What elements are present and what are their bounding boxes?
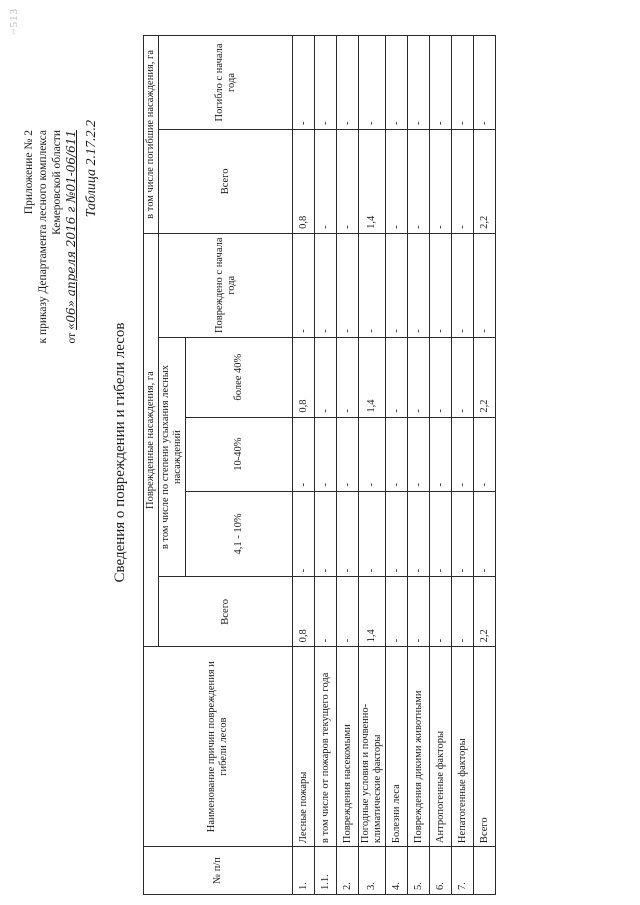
cell-degree-3: -	[315, 337, 337, 417]
header-dead: в том числе погибшие насаждения, га	[144, 36, 159, 234]
cell-total: 0,8	[293, 577, 315, 647]
cell-degree-2: -	[359, 417, 386, 491]
cell-total: -	[452, 577, 474, 647]
table-row	[359, 36, 386, 895]
cell-total: -	[315, 577, 337, 647]
appendix-line-3: Кемеровской области	[51, 130, 63, 235]
cell-num: 7.	[452, 847, 474, 895]
table-row-total	[474, 36, 496, 895]
handwritten-date-number: «06» апреля 2016 г №01-06/611	[64, 130, 78, 330]
cell-dead-total: -	[408, 129, 430, 233]
cell-cause: Антропогенные факторы	[430, 647, 452, 847]
header-dead-since: Погибло с начала года	[159, 36, 293, 130]
cell-dead-total: -	[315, 129, 337, 233]
cell-degree-3: -	[408, 337, 430, 417]
cell-total: -	[430, 577, 452, 647]
cell-cause: Повреждения насекомыми	[337, 647, 359, 847]
table-body	[293, 36, 496, 895]
cell-dead-since: -	[337, 36, 359, 130]
cell-degree-1: -	[293, 491, 315, 577]
cell-dead-since: -	[430, 36, 452, 130]
table-row	[337, 36, 359, 895]
cell-degree-1: -	[315, 491, 337, 577]
cell-dead-total: -	[337, 129, 359, 233]
header-damaged-total: Всего	[159, 577, 293, 647]
cell-cause: в том числе от пожаров текущего года	[315, 647, 337, 847]
cell-num: 2.	[337, 847, 359, 895]
cell-num: 1.1.	[315, 847, 337, 895]
cell-total: -	[408, 577, 430, 647]
table-number-label: Таблица 2.17.2.2	[84, 120, 99, 218]
cell-dead-since: -	[315, 36, 337, 130]
table-row	[386, 36, 408, 895]
cell-damaged-since: -	[430, 233, 452, 337]
header-num: № п/п	[144, 847, 293, 895]
cell-damaged-since: -	[386, 233, 408, 337]
table-row	[408, 36, 430, 895]
header-cause: Наименование причин повреждения и гибели лесов	[144, 647, 293, 847]
cell-degree-3: -	[386, 337, 408, 417]
cell-degree-3: -	[337, 337, 359, 417]
cell-cause: Болезни леса	[386, 647, 408, 847]
table-row	[315, 36, 337, 895]
cell-cause: Повреждения дикими животными	[408, 647, 430, 847]
cell-num: 5.	[408, 847, 430, 895]
cell-degree-2: -	[452, 417, 474, 491]
cell-degree-3: -	[452, 337, 474, 417]
cell-cause: Лесные пожары	[293, 647, 315, 847]
appendix-date-line	[64, 130, 79, 410]
cell-dead-total: -	[430, 129, 452, 233]
cell-num: 6.	[430, 847, 452, 895]
damage-table	[143, 35, 496, 895]
appendix-line-2: к приказу Департамента лесного комплекса	[37, 130, 49, 344]
header-degree-1: 4,1 - 10%	[186, 491, 293, 577]
appendix-block	[22, 130, 79, 410]
cell-cause: Погодные условия и почвенно-климатические факторы	[359, 647, 386, 847]
table-row	[430, 36, 452, 895]
document-title: Сведения о повреждении и гибели лесов	[112, 322, 128, 583]
cell-dead-since: -	[452, 36, 474, 130]
cell-damaged-since: -	[474, 233, 496, 337]
cell-degree-1: -	[359, 491, 386, 577]
cell-dead-since: -	[408, 36, 430, 130]
cell-damaged-since: -	[337, 233, 359, 337]
cell-num	[474, 847, 496, 895]
table-row	[293, 36, 315, 895]
cell-degree-1: -	[386, 491, 408, 577]
cell-degree-2: -	[315, 417, 337, 491]
header-dead-total: Всего	[159, 129, 293, 233]
appendix-line-1: Приложение № 2	[23, 130, 35, 215]
cell-num: 4.	[386, 847, 408, 895]
cell-dead-since: -	[386, 36, 408, 130]
cell-dead-total: 1,4	[359, 129, 386, 233]
cell-degree-1: -	[408, 491, 430, 577]
cell-dead-total: 2,2	[474, 129, 496, 233]
cell-degree-2: -	[293, 417, 315, 491]
cell-dead-total: 0,8	[293, 129, 315, 233]
table-row	[452, 36, 474, 895]
header-damaged-since: Повреждено с начала года	[159, 233, 293, 337]
cell-degree-3: 2,2	[474, 337, 496, 417]
cell-cause: Всего	[474, 647, 496, 847]
cell-dead-total: -	[452, 129, 474, 233]
cell-dead-since: -	[293, 36, 315, 130]
cell-total: 2,2	[474, 577, 496, 647]
header-damaged: Поврежденные насаждения, га	[144, 233, 159, 646]
header-degree-3: более 40%	[186, 337, 293, 417]
cell-total: -	[386, 577, 408, 647]
header-by-degree: в том числе по степени усыхания лесных насаждений	[159, 337, 186, 577]
cell-damaged-since: -	[315, 233, 337, 337]
cell-degree-1: -	[337, 491, 359, 577]
corner-mark: ~513	[8, 8, 20, 35]
cell-cause: Непатогенные факторы	[452, 647, 474, 847]
cell-degree-2: -	[386, 417, 408, 491]
cell-dead-since: -	[359, 36, 386, 130]
cell-total: 1,4	[359, 577, 386, 647]
cell-damaged-since: -	[452, 233, 474, 337]
cell-total: -	[337, 577, 359, 647]
cell-degree-2: -	[474, 417, 496, 491]
cell-dead-since: -	[474, 36, 496, 130]
cell-damaged-since: -	[408, 233, 430, 337]
header-degree-2: 10-40%	[186, 417, 293, 491]
cell-damaged-since: -	[293, 233, 315, 337]
cell-degree-2: -	[408, 417, 430, 491]
cell-degree-2: -	[430, 417, 452, 491]
cell-degree-3: 1,4	[359, 337, 386, 417]
cell-dead-total: -	[386, 129, 408, 233]
cell-degree-1: -	[430, 491, 452, 577]
cell-num: 1.	[293, 847, 315, 895]
cell-degree-1: -	[452, 491, 474, 577]
cell-degree-2: -	[337, 417, 359, 491]
date-prefix: от	[66, 332, 78, 344]
cell-degree-3: 0,8	[293, 337, 315, 417]
cell-degree-3: -	[430, 337, 452, 417]
cell-num: 3.	[359, 847, 386, 895]
cell-damaged-since: -	[359, 233, 386, 337]
cell-degree-1: -	[474, 491, 496, 577]
